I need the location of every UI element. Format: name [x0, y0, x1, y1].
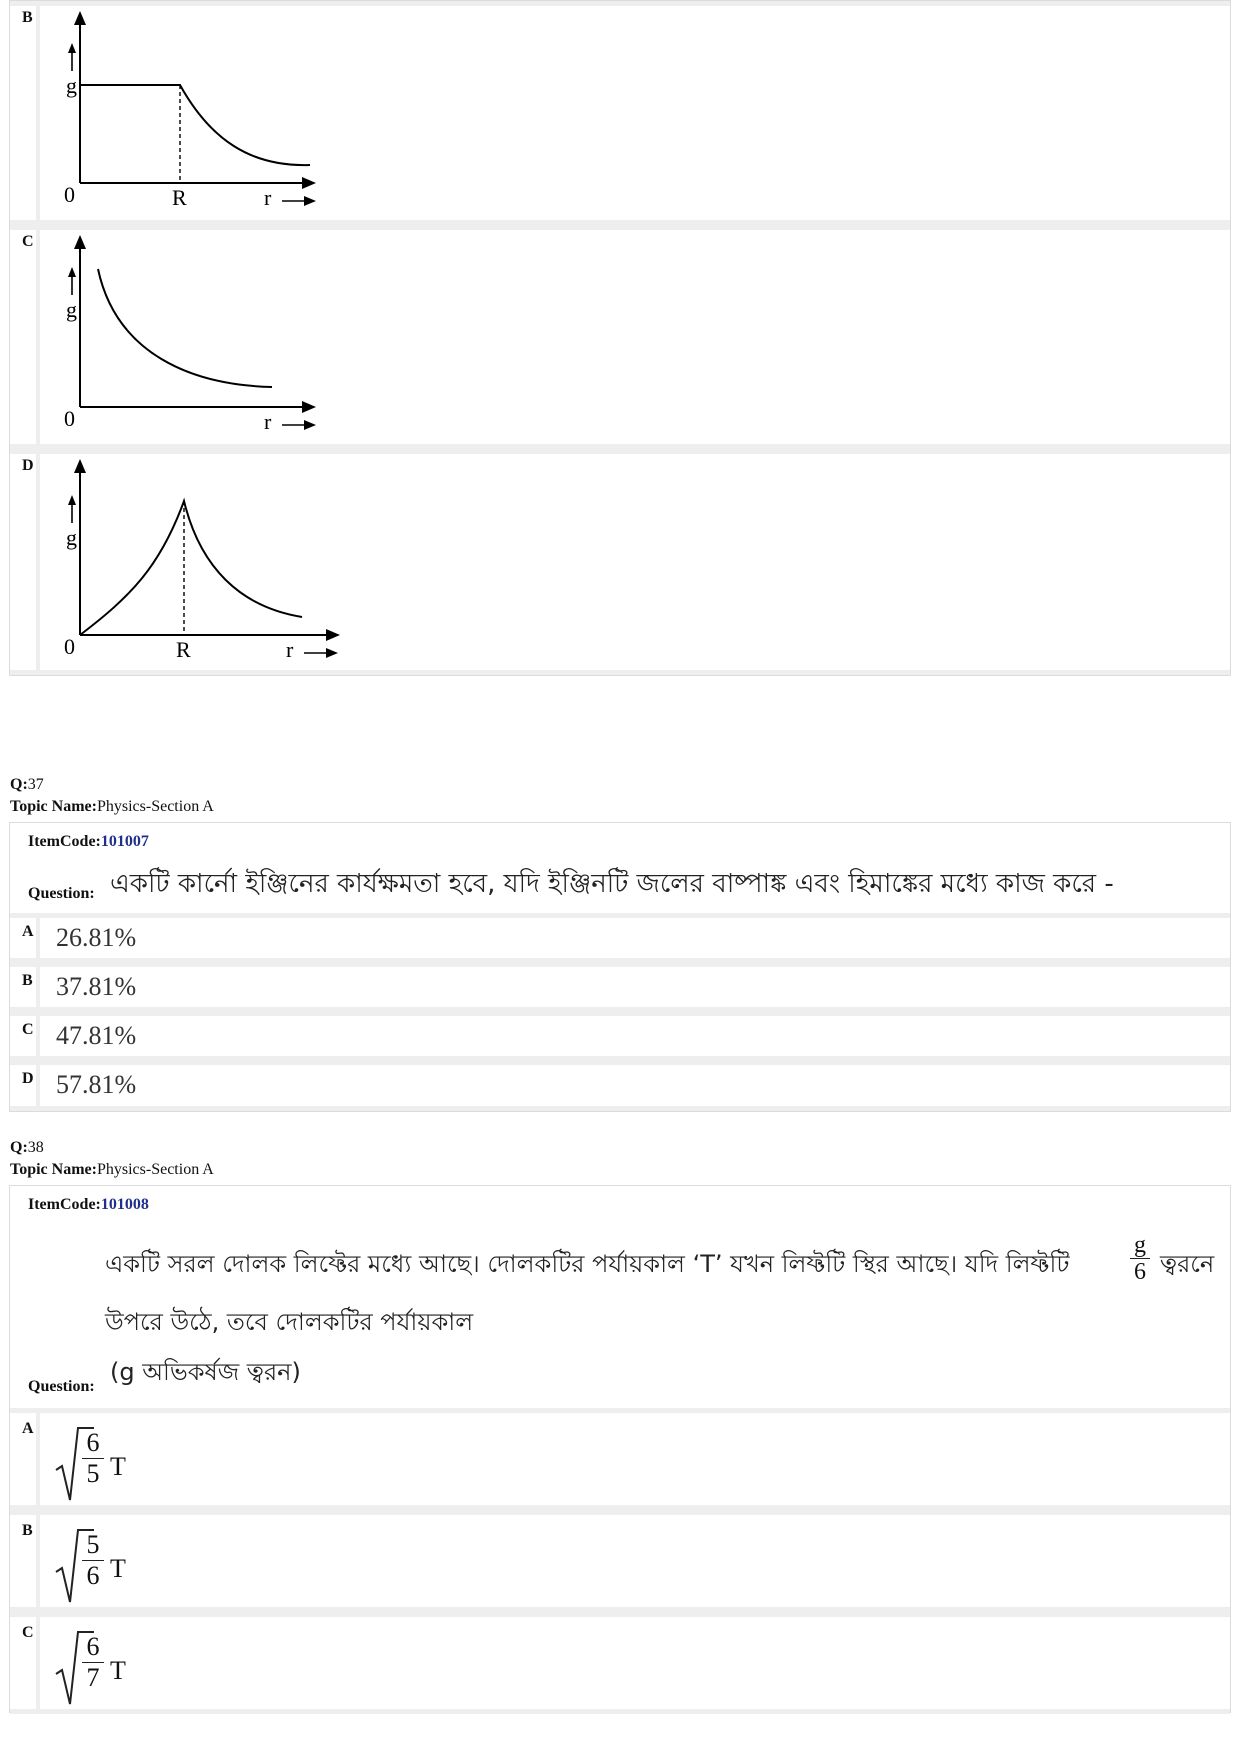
fraction-denominator: 5	[86, 1459, 100, 1488]
y-label: g	[66, 525, 77, 550]
fraction-numerator: 5	[86, 1530, 100, 1559]
question-line-2: উপরে উঠে, তবে দোলকটির পর্যায়কাল	[105, 1308, 474, 1336]
option-row[interactable]	[10, 1612, 1230, 1714]
fraction	[1128, 1232, 1152, 1285]
option-letter: D	[22, 1070, 34, 1087]
question-number: Q:38	[10, 1139, 44, 1156]
r-cap-label: R	[172, 185, 187, 210]
g-arrow-icon	[68, 267, 76, 277]
r-arrow-icon	[304, 196, 316, 206]
origin-label: 0	[64, 406, 75, 431]
r-label: r	[286, 637, 294, 662]
question-text: একটি কার্নো ইঞ্জিনের কার্যক্ষমতা হবে, যদি ইঞ্জিনটি জলের বাষ্পাঙ্ক এবং হিমাঙ্কের মধ্যে কাজ করে -	[110, 869, 1114, 899]
question-line-1: একটি সরল দোলক লিফ্টের মধ্যে আছে। দোলকটির পর্যায়কাল ‘T’ যখন লিফ্টটি স্থির আছে। যদি লিফ্টটি	[105, 1250, 1070, 1278]
graph-d	[50, 457, 360, 667]
option-suffix: T	[110, 1452, 126, 1481]
curve	[80, 501, 302, 635]
option-row-b[interactable]	[10, 1, 1230, 225]
option-row[interactable]	[10, 1408, 1230, 1510]
question-block-37	[9, 822, 1231, 1112]
y-axis-arrow	[74, 11, 86, 25]
option-text: 26.81%	[56, 923, 137, 952]
fraction-denominator: 6	[86, 1561, 100, 1590]
option-letter: C	[22, 1624, 34, 1641]
g-arrow-icon	[68, 43, 76, 53]
r-label: r	[264, 185, 272, 210]
origin-label: 0	[64, 634, 75, 659]
x-axis-arrow	[302, 177, 316, 189]
sqrt-fraction	[82, 1632, 104, 1693]
r-label: r	[264, 409, 272, 434]
sqrt-fraction	[82, 1530, 104, 1591]
option-row[interactable]	[10, 962, 1230, 1012]
option-letter: B	[22, 972, 33, 989]
option-text: 57.81%	[56, 1070, 137, 1099]
fraction-numerator: 6	[86, 1632, 100, 1661]
fraction-numerator: g	[1134, 1232, 1146, 1258]
option-row[interactable]	[10, 913, 1230, 963]
y-label: g	[66, 297, 77, 322]
question-block-38	[9, 1185, 1231, 1713]
y-label: g	[66, 73, 77, 98]
topic-name: Topic Name:Physics-Section A	[10, 1161, 214, 1178]
origin-label: 0	[64, 182, 75, 207]
r-arrow-icon	[304, 420, 316, 430]
graph-options-block	[9, 0, 1231, 676]
option-text: 37.81%	[56, 972, 137, 1001]
fraction-denominator: 7	[86, 1663, 100, 1692]
option-row-c[interactable]	[10, 225, 1230, 449]
option-row[interactable]	[10, 1011, 1230, 1061]
option-text: 47.81%	[56, 1021, 137, 1050]
topic-name: Topic Name:Physics-Section A	[10, 798, 214, 815]
option-suffix: T	[110, 1554, 126, 1583]
option-row[interactable]	[10, 1510, 1230, 1612]
option-letter: B	[22, 1522, 33, 1539]
option-letter: D	[22, 457, 34, 474]
curve	[80, 85, 310, 165]
graph-c	[50, 233, 350, 443]
option-suffix: T	[110, 1656, 126, 1685]
sqrt-fraction	[82, 1428, 104, 1489]
question-label: Question:	[28, 1378, 95, 1395]
option-letter: A	[22, 1420, 34, 1437]
question-label: Question:	[28, 885, 95, 902]
item-code: ItemCode:101008	[28, 1196, 149, 1213]
g-arrow-icon	[68, 495, 76, 505]
item-code: ItemCode:101007	[28, 833, 149, 850]
fraction-denominator: 6	[1134, 1259, 1146, 1285]
question-line-3: (g অভিকর্ষজ ত্বরন)	[110, 1358, 301, 1386]
option-letter: B	[22, 9, 33, 26]
fraction-numerator: 6	[86, 1428, 100, 1457]
option-letter: C	[22, 1021, 34, 1038]
option-letter: C	[22, 233, 34, 250]
option-letter: A	[22, 923, 34, 940]
question-number: Q:37	[10, 776, 44, 793]
graph-b	[50, 9, 350, 219]
r-arrow-icon	[326, 648, 338, 658]
question-line-1-end: ত্বরনে	[1160, 1250, 1215, 1278]
curve	[98, 269, 272, 387]
option-row[interactable]	[10, 1060, 1230, 1111]
r-cap-label: R	[176, 637, 191, 662]
option-row-d[interactable]	[10, 449, 1230, 675]
